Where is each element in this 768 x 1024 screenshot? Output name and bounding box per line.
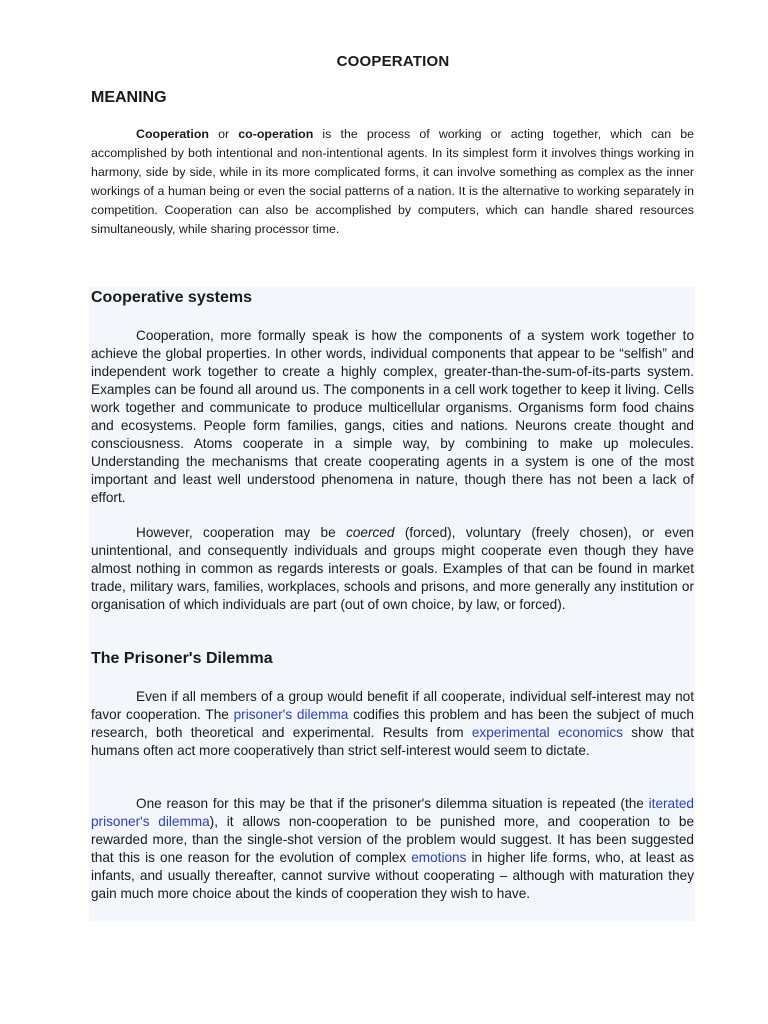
pd-p1-text-b: codifies this problem and has been the subject of much research, both theoretical and experimental. Results from — [91, 707, 694, 740]
pd-p2-text-b: ), it allows non-cooperation to be punished more, and cooperation to be rewarded more, than the single-shot version of the problem would suggest. It has been suggested that this is one reason for the evolution of complex — [91, 814, 695, 865]
para2-text-b: (forced), voluntary (freely chosen), or even unintentional, and consequently individuals and groups might cooperate even though they have almost nothing in common as regards interests or goals. Examples of that can be found in market trade, military wars, families, workplaces, schools and prisons, and more generally any institution or organisation of which individuals are part (out of own choice, by law, or forced). — [91, 525, 694, 612]
heading-cooperative-systems: Cooperative systems — [91, 289, 252, 306]
pd-p2-text-a: One reason for this may be that if the prisoner's dilemma situation is repeated (the — [136, 796, 649, 811]
pd-p1-text-a: Even if all members of a group would benefit if all cooperate, individual self-interest may not favor cooperation. The — [91, 689, 694, 722]
link-iterated-prisoners-dilemma[interactable]: iterated prisoner's dilemma — [91, 796, 694, 829]
para2-coerced: coerced — [346, 525, 395, 540]
text-or: or — [208, 127, 239, 141]
heading-prisoners-dilemma: The Prisoner's Dilemma — [91, 650, 273, 667]
document-title: COOPERATION — [336, 53, 450, 70]
meaning-text: is the process of working or acting together, which can be accomplished by both intentional and non-intentional agents. In its simplest form it involves things working in harmony, side by side, while in its more complicated forms, it can involve something as complex as the inner workings of a human being or even the social patterns of a nation. It is the alternative to working separately in competition. Cooperation can also be accomplished by computers, which can handle shared resources simultaneously, while sharing processor time. — [91, 127, 695, 236]
link-experimental-economics[interactable]: experimental economics — [471, 725, 623, 740]
term-co-operation: co-operation — [238, 127, 314, 141]
link-prisoners-dilemma[interactable]: prisoner's dilemma — [233, 707, 349, 722]
pd-p1-text-c: show that humans often act more cooperatively than strict self-interest would seem to dictate. — [91, 725, 695, 758]
heading-meaning: MEANING — [91, 89, 167, 106]
prisoners-dilemma-paragraph-2 — [91, 795, 694, 903]
link-emotions[interactable]: emotions — [411, 850, 467, 865]
pd-p2-text-c: in higher life forms, who, at least as infants, and usually thereafter, cannot survive without cooperating – although with maturation they gain much more choice about the kinds of cooperation they wish to have. — [91, 850, 694, 901]
cooperative-systems-paragraph-1: Cooperation, more formally speak is how the components of a system work together to achieve the global properties. In other words, individual components that appear to be “selfish” and independent work together to create a highly complex, greater-than-the-sum-of-its-parts system. Examples can be found all around us. The components in a cell work together to keep it living. Cells work together and communicate to produce multicellular organisms. Organisms form food chains and ecosystems. People form families, gangs, cities and nations. Neurons create thought and consciousness. Atoms cooperate in a simple way, by combining to make up molecules. Understanding the mechanisms that create cooperating agents in a system is one of the most important and least well understood phenomena in nature, though there has not been a lack of effort. — [91, 328, 694, 505]
cooperative-systems-paragraph-2 — [91, 524, 694, 614]
prisoners-dilemma-paragraph-1 — [91, 688, 694, 760]
para2-text-a: However, cooperation may be — [136, 525, 347, 540]
term-cooperation: Cooperation — [136, 127, 209, 141]
meaning-paragraph — [91, 125, 694, 239]
